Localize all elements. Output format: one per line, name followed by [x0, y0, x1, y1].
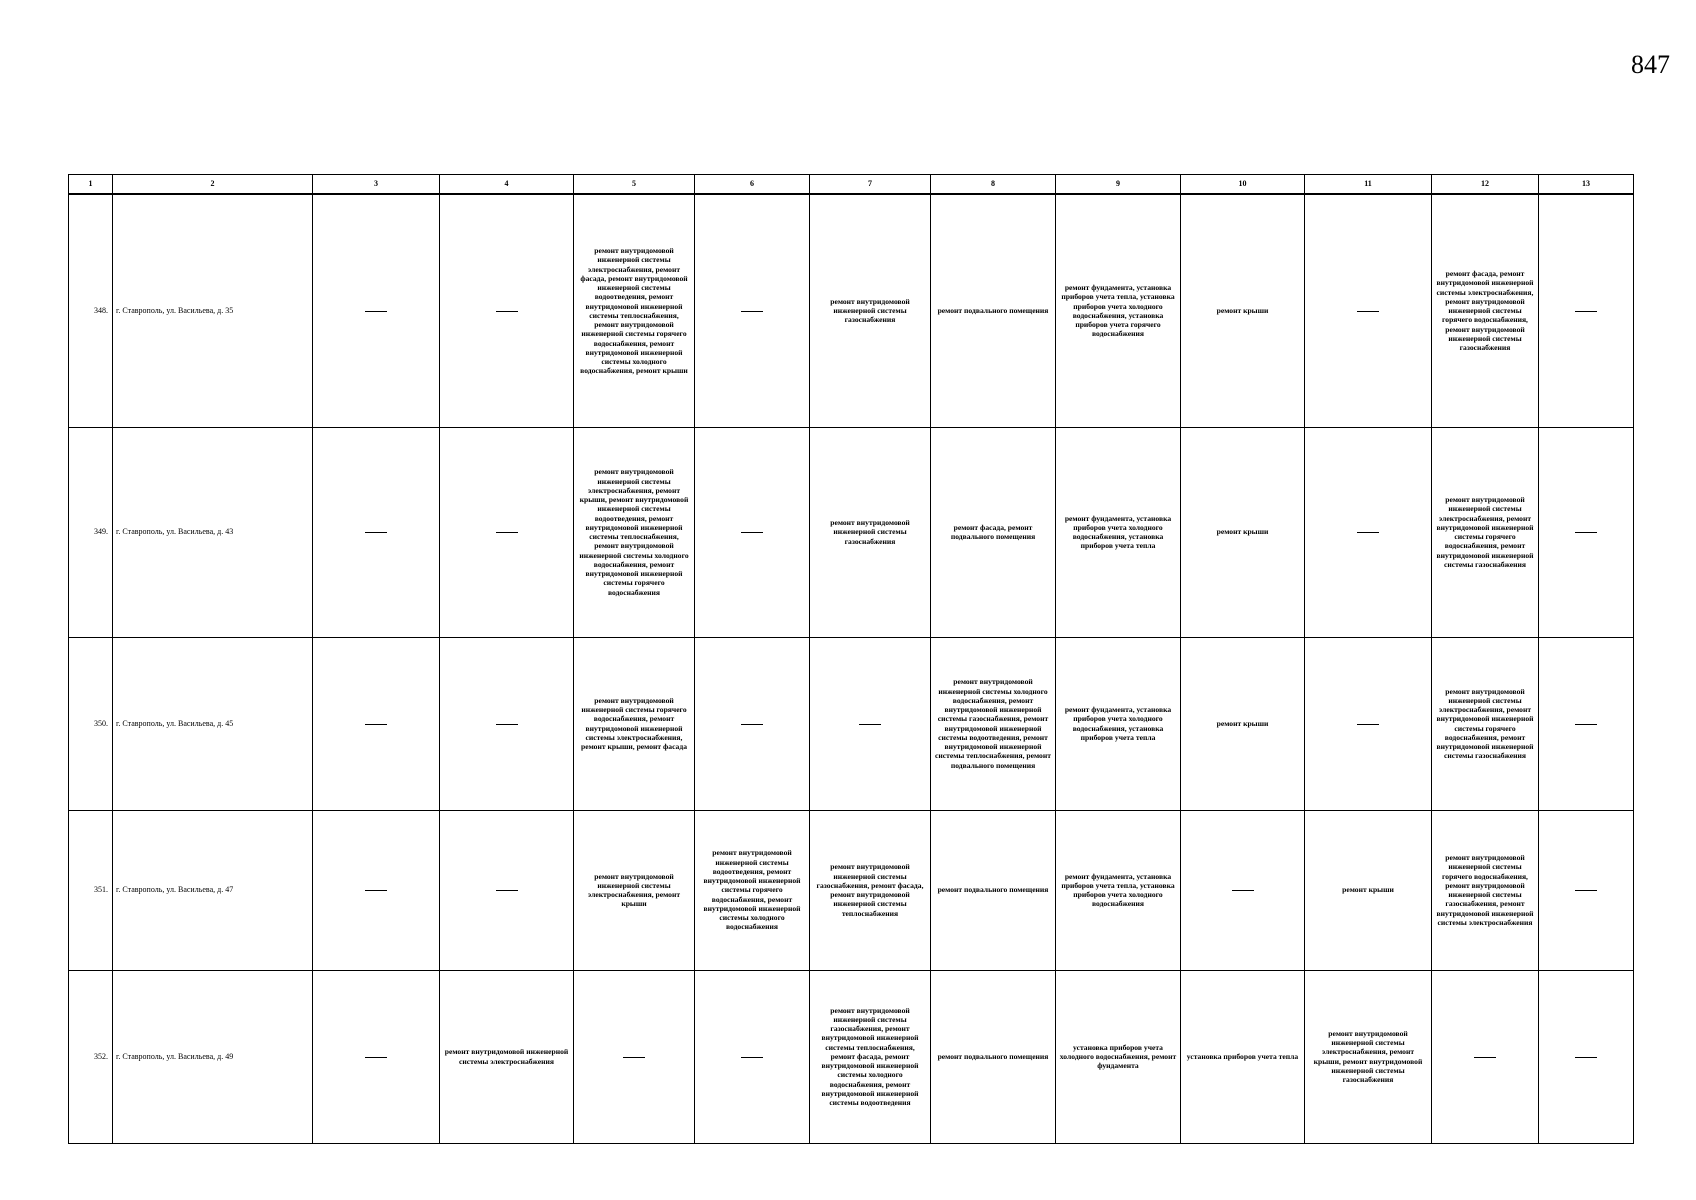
column-header: 2 [113, 175, 313, 195]
work-cell-col-8 [931, 637, 1056, 810]
work-cell-col-9 [1056, 427, 1181, 637]
empty-dash [365, 311, 387, 312]
work-description: ремонт внутридомовой инженерной системы электроснабжения, ремонт крыши [587, 871, 681, 909]
work-cell-col-7 [810, 810, 931, 970]
table-row [69, 970, 1634, 1143]
empty-dash [741, 532, 763, 533]
work-description: ремонт крыши [1216, 306, 1269, 316]
work-cell-col-6 [695, 637, 810, 810]
work-cell-col-12 [1432, 194, 1539, 427]
empty-dash [1575, 532, 1597, 533]
work-cell-col-4 [440, 427, 574, 637]
work-cell-col-5 [574, 637, 695, 810]
address-cell: г. Ставрополь, ул. Васильева, д. 43 [113, 427, 313, 637]
work-description: ремонт фундамента, установка приборов учета тепла, установка приборов учета холодного водоснабжения [1061, 871, 1175, 909]
work-cell-col-5 [574, 970, 695, 1143]
empty-dash [1575, 311, 1597, 312]
row-number: 351. [69, 810, 113, 970]
work-description: ремонт фасада, ремонт подвального помещения [950, 522, 1036, 541]
work-description: установка приборов учета тепла [1186, 1051, 1299, 1061]
empty-dash [365, 532, 387, 533]
work-cell-col-6 [695, 810, 810, 970]
work-cell-col-3 [313, 810, 440, 970]
work-description: ремонт внутридомовой инженерной системы холодного водоснабжения, ремонт внутридомовой инженерной системы газоснабжения, ремонт внутридомовой инженерной системы водоотведения, ремонт внутридомовой инженерной системы теплоснабжения, ремонт подвального помещения [935, 677, 1051, 770]
work-cell-col-12 [1432, 637, 1539, 810]
work-description: ремонт внутридомовой инженерной системы электроснабжения, ремонт внутридомовой инженерной системы горячего водоснабжения, ремонт внутридомовой инженерной системы газоснабжения [1436, 686, 1534, 761]
work-cell-col-5 [574, 427, 695, 637]
work-cell-col-12 [1432, 427, 1539, 637]
work-description: ремонт подвального помещения [937, 885, 1049, 895]
empty-dash [741, 311, 763, 312]
work-cell-col-3 [313, 427, 440, 637]
header-row [69, 175, 1634, 195]
work-cell-col-3 [313, 970, 440, 1143]
work-description: ремонт крыши [1216, 718, 1269, 728]
work-description: ремонт фундамента, установка приборов учета холодного водоснабжения, установка приборов учета тепла [1064, 513, 1172, 551]
column-header: 8 [931, 175, 1056, 195]
work-cell-col-9 [1056, 970, 1181, 1143]
work-cell-col-3 [313, 637, 440, 810]
work-cell-col-10 [1181, 194, 1305, 427]
work-description: ремонт внутридомовой инженерной системы электроснабжения, ремонт крыши, ремонт внутридомовой инженерной системы водоотведения, ремонт внутридомовой инженерной системы теплоснабжения, ремонт внутридомовой инженерной системы холодного водоснабжения, ремонт внутридомовой инженерной системы горячего водоснабжения [579, 467, 689, 597]
table-row [69, 637, 1634, 810]
column-header: 13 [1539, 175, 1634, 195]
work-description: ремонт внутридомовой инженерной системы газоснабжения [830, 296, 910, 325]
row-number: 348. [69, 194, 113, 427]
work-cell-col-7 [810, 427, 931, 637]
work-description: ремонт фундамента, установка приборов учета тепла, установка приборов учета холодного водоснабжения, установка приборов учета горячего водоснабжения [1061, 283, 1175, 339]
work-cell-col-4 [440, 810, 574, 970]
work-cell-col-5 [574, 194, 695, 427]
page-number: 847 [1631, 50, 1670, 79]
work-cell-col-11 [1305, 194, 1432, 427]
work-cell-col-9 [1056, 194, 1181, 427]
work-description: ремонт внутридомовой инженерной системы электроснабжения, ремонт внутридомовой инженерной системы горячего водоснабжения, ремонт внутридомовой инженерной системы газоснабжения [1436, 495, 1534, 569]
row-number: 350. [69, 637, 113, 810]
work-cell-col-8 [931, 194, 1056, 427]
empty-dash [1575, 1057, 1597, 1058]
column-header: 10 [1181, 175, 1305, 195]
work-cell-col-9 [1056, 637, 1181, 810]
work-description: ремонт внутридомовой инженерной системы горячего водоснабжения, ремонт внутридомовой инженерной системы электроснабжения, ремонт крыши, ремонт фасада [581, 695, 687, 751]
column-header: 3 [313, 175, 440, 195]
empty-dash [1357, 724, 1379, 725]
work-cell-col-13 [1539, 194, 1634, 427]
work-description: установка приборов учета холодного водоснабжения, ремонт фундамента [1059, 1042, 1177, 1071]
empty-dash [623, 1057, 645, 1058]
work-cell-col-8 [931, 810, 1056, 970]
address-cell: г. Ставрополь, ул. Васильева, д. 49 [113, 970, 313, 1143]
work-cell-col-13 [1539, 970, 1634, 1143]
empty-dash [1357, 311, 1379, 312]
work-cell-col-7 [810, 194, 931, 427]
empty-dash [1575, 890, 1597, 891]
work-cell-col-10 [1181, 427, 1305, 637]
column-header: 12 [1432, 175, 1539, 195]
work-description: ремонт внутридомовой инженерной системы электроснабжения [444, 1047, 569, 1066]
column-header: 7 [810, 175, 931, 195]
empty-dash [1474, 1057, 1496, 1058]
work-cell-col-11 [1305, 637, 1432, 810]
work-cell-col-12 [1432, 810, 1539, 970]
work-cell-col-13 [1539, 637, 1634, 810]
work-cell-col-12 [1432, 970, 1539, 1143]
work-description: ремонт фасада, ремонт внутридомовой инженерной системы электроснабжения, ремонт внутридомовой инженерной системы горячего водоснабжения, ремонт внутридомовой инженерной системы газоснабжения [1436, 269, 1534, 353]
empty-dash [496, 890, 518, 891]
empty-dash [859, 724, 881, 725]
work-cell-col-4 [440, 637, 574, 810]
work-cell-col-6 [695, 194, 810, 427]
row-number: 349. [69, 427, 113, 637]
work-description: ремонт внутридомовой инженерной системы электроснабжения, ремонт фасада, ремонт внутридомовой инженерной системы водоотведения, ремонт внутридомовой инженерной системы теплоснабжения, ремонт внутридомовой инженерной системы горячего водоснабжения, ремонт внутридомовой инженерной системы холодного водоснабжения, ремонт крыши [580, 246, 688, 376]
row-number: 352. [69, 970, 113, 1143]
work-description: ремонт крыши [1216, 527, 1269, 537]
work-description: ремонт внутридомовой инженерной системы газоснабжения, ремонт внутридомовой инженерной системы теплоснабжения, ремонт фасада, ремонт внутридомовой инженерной системы холодного водоснабжения, ремонт внутридомовой инженерной системы водоотведения [821, 1005, 919, 1108]
column-header: 9 [1056, 175, 1181, 195]
empty-dash [1575, 724, 1597, 725]
work-description: ремонт подвального помещения [937, 306, 1049, 316]
column-header: 1 [69, 175, 113, 195]
work-cell-col-11 [1305, 810, 1432, 970]
work-cell-col-3 [313, 194, 440, 427]
work-description: ремонт фундамента, установка приборов учета холодного водоснабжения, установка приборов учета тепла [1064, 705, 1172, 742]
empty-dash [496, 311, 518, 312]
repair-schedule-table [68, 174, 1634, 1144]
work-cell-col-6 [695, 427, 810, 637]
work-description: ремонт крыши [1342, 885, 1394, 895]
table-row [69, 427, 1634, 637]
column-header: 11 [1305, 175, 1432, 195]
work-cell-col-10 [1181, 637, 1305, 810]
work-cell-col-10 [1181, 970, 1305, 1143]
work-description: ремонт внутридомовой инженерной системы водоотведения, ремонт внутридомовой инженерной системы горячего водоснабжения, ремонт внутридомовой инженерной системы холодного водоснабжения [703, 848, 801, 932]
work-cell-col-7 [810, 970, 931, 1143]
work-cell-col-4 [440, 194, 574, 427]
work-description: ремонт внутридомовой инженерной системы горячего водоснабжения, ремонт внутридомовой инженерной системы газоснабжения, ремонт внутридомовой инженерной системы электроснабжения [1436, 853, 1534, 927]
work-cell-col-11 [1305, 970, 1432, 1143]
work-cell-col-13 [1539, 810, 1634, 970]
work-description: ремонт внутридомовой инженерной системы газоснабжения, ремонт фасада, ремонт внутридомовой инженерной системы теплоснабжения [816, 862, 924, 918]
column-header: 5 [574, 175, 695, 195]
address-cell: г. Ставрополь, ул. Васильева, д. 35 [113, 194, 313, 427]
work-cell-col-11 [1305, 427, 1432, 637]
empty-dash [1357, 532, 1379, 533]
column-header: 4 [440, 175, 574, 195]
empty-dash [365, 724, 387, 725]
work-description: ремонт внутридомовой инженерной системы электроснабжения, ремонт крыши, ремонт внутридомовой инженерной системы газоснабжения [1313, 1028, 1423, 1084]
work-description: ремонт внутридомовой инженерной системы газоснабжения [830, 518, 910, 546]
empty-dash [365, 1057, 387, 1058]
work-cell-col-6 [695, 970, 810, 1143]
work-cell-col-13 [1539, 427, 1634, 637]
work-cell-col-8 [931, 970, 1056, 1143]
empty-dash [741, 724, 763, 725]
address-cell: г. Ставрополь, ул. Васильева, д. 45 [113, 637, 313, 810]
work-cell-col-5 [574, 810, 695, 970]
column-header: 6 [695, 175, 810, 195]
empty-dash [496, 724, 518, 725]
empty-dash [1232, 890, 1254, 891]
table-row [69, 194, 1634, 427]
table-row [69, 810, 1634, 970]
empty-dash [365, 890, 387, 891]
work-cell-col-4 [440, 970, 574, 1143]
work-cell-col-7 [810, 637, 931, 810]
address-cell: г. Ставрополь, ул. Васильева, д. 47 [113, 810, 313, 970]
work-cell-col-9 [1056, 810, 1181, 970]
work-cell-col-8 [931, 427, 1056, 637]
empty-dash [741, 1057, 763, 1058]
empty-dash [496, 532, 518, 533]
work-cell-col-10 [1181, 810, 1305, 970]
work-description: ремонт подвального помещения [937, 1051, 1049, 1061]
